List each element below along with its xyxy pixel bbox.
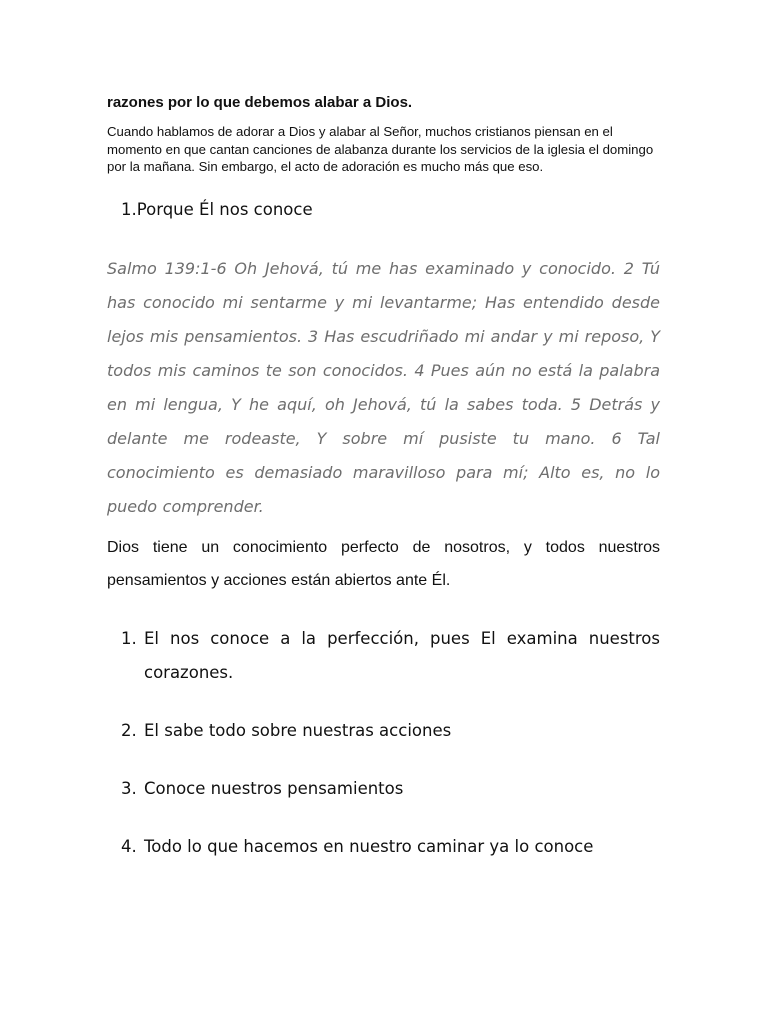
list-item-text: Conoce nuestros pensamientos [144,779,404,798]
list-item-number: 4. [121,837,137,856]
list-item-text: Todo lo que hacemos en nuestro caminar ya lo conoce [144,837,594,856]
scripture-quote: Salmo 139:1-6 Oh Jehová, tú me has examinado y conocido. 2 Tú has conocido mi sentarme y mi levantarme; Has entendido desde lejos mis pensamientos. 3 Has escudriñado mi andar y mi reposo, Y todos mis caminos te son conocidos. 4 Pues aún no está la palabra en mi lengua, Y he aquí, oh Jehová, tú la sabes toda. 5 Detrás y delante me rodeaste, Y sobre mí pusiste tu mano. 6 Tal conocimiento es demasiado maravilloso para mí; Alto es, no lo puedo comprender. [107,259,660,516]
points-list [107,622,660,888]
intro-paragraph: Cuando hablamos de adorar a Dios y alabar al Señor, muchos cristianos piensan en el momento en que cantan canciones de alabanza durante los servicios de la iglesia el domingo por la mañana. Sin embargo, el acto de adoración es mucho más que eso. [107,124,654,174]
list-item-number: 3. [121,779,137,798]
summary-paragraph: Dios tiene un conocimiento perfecto de nosotros, y todos nuestros pensamientos y acciones están abiertos ante Él. [107,539,660,589]
list-item [107,714,660,748]
list-item [107,772,660,806]
section-heading: 1.Porque Él nos conoce [121,200,313,219]
list-item [107,622,660,690]
list-item-text: El sabe todo sobre nuestras acciones [144,721,452,740]
list-item-text: El nos conoce a la perfección, pues El examina nuestros corazones. [144,629,660,682]
list-item [107,830,660,864]
list-item-number: 2. [121,721,137,740]
document-title: razones por lo que debemos alabar a Dios. [107,94,413,111]
list-item-number: 1. [121,629,137,648]
